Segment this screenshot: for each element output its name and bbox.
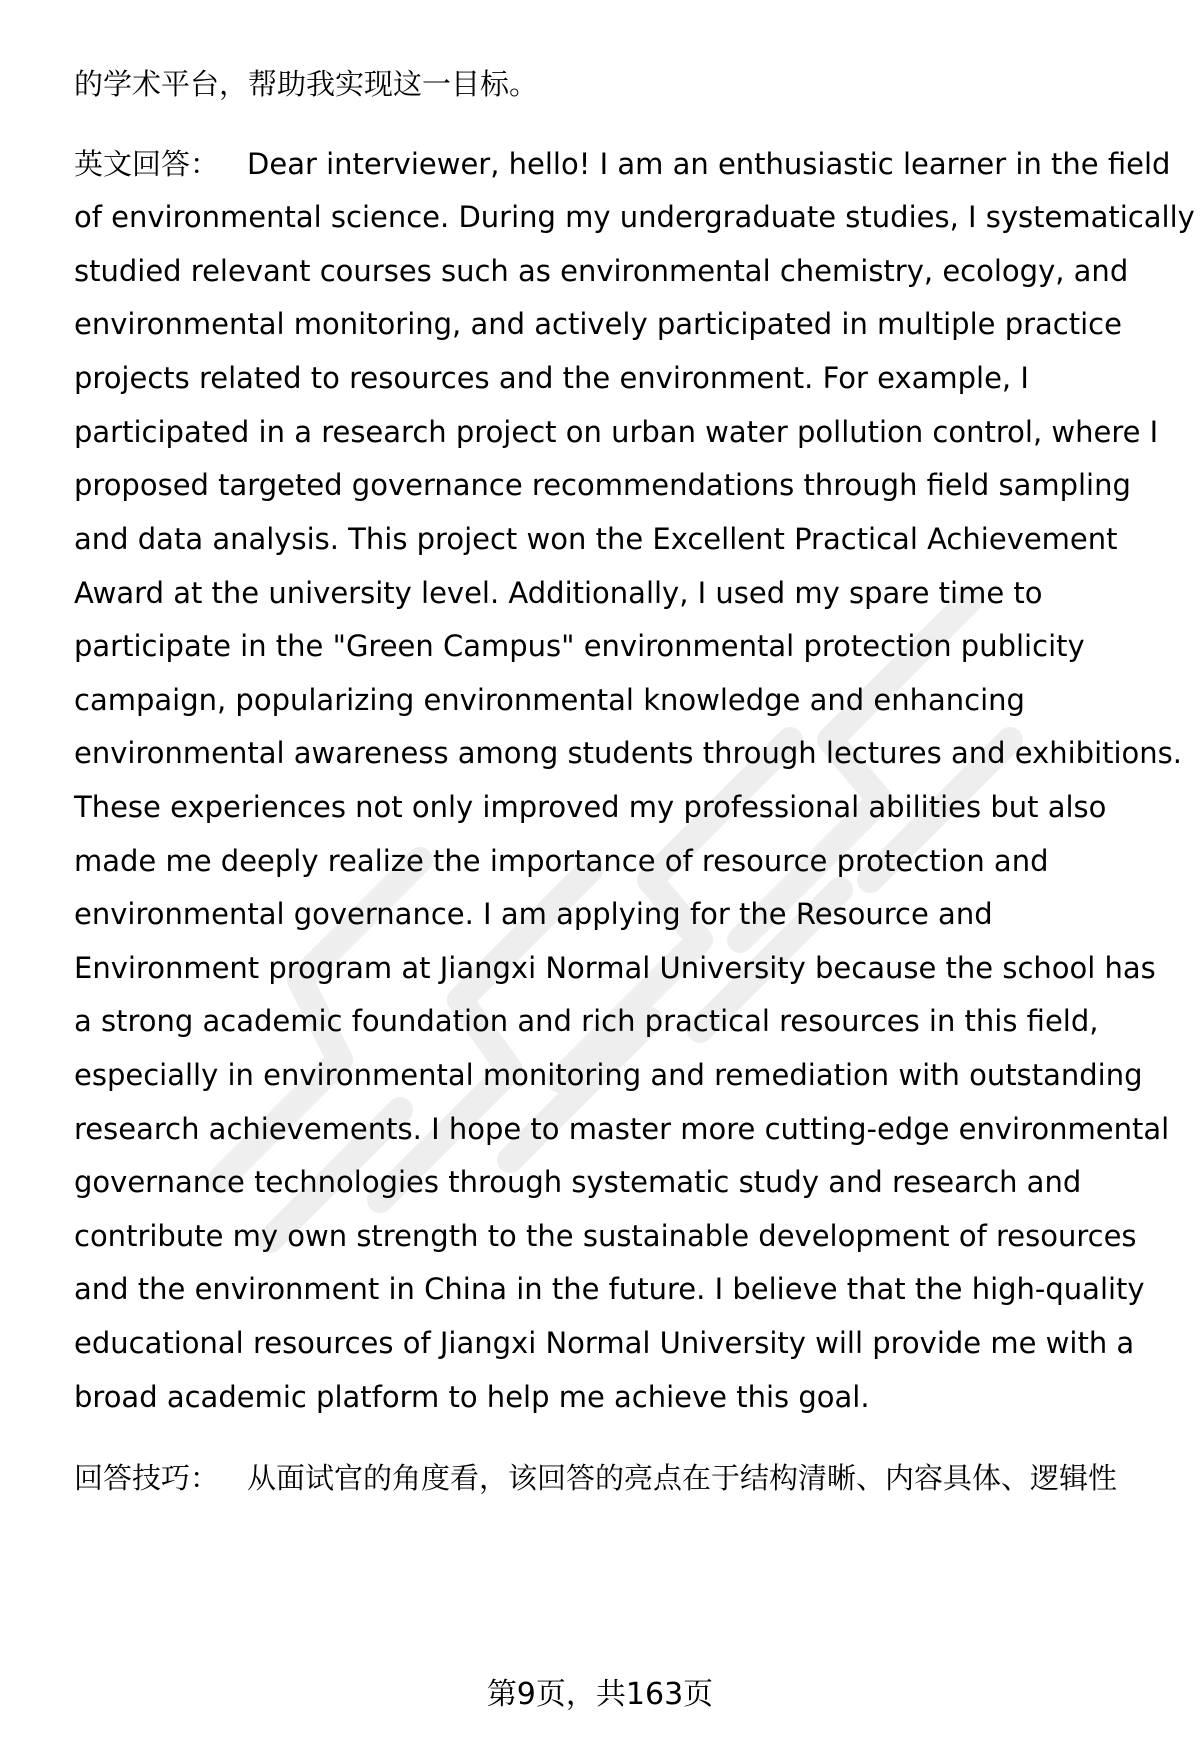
english-answer-first-line <box>74 144 1170 184</box>
answer-line: research achievements. I hope to master more cutting-edge environmental <box>74 1112 1170 1146</box>
answer-line: environmental governance. I am applying for the Resource and <box>74 897 993 931</box>
english-answer-label: 英文回答： <box>74 147 220 181</box>
answer-line: campaign, popularizing environmental knowledge and enhancing <box>74 683 1025 717</box>
answer-tips-label: 回答技巧： <box>74 1461 220 1495</box>
answer-line: Environment program at Jiangxi Normal University because the school has <box>74 951 1156 985</box>
answer-line: environmental monitoring, and actively participated in multiple practice <box>74 307 1122 341</box>
answer-line: Award at the university level. Additionally, I used my spare time to <box>74 576 1043 610</box>
answer-line: of environmental science. During my undergraduate studies, I systematically <box>74 200 1195 234</box>
answer-line: and data analysis. This project won the Excellent Practical Achievement <box>74 522 1118 556</box>
answer-line: participate in the "Green Campus" environmental protection publicity <box>74 629 1085 663</box>
answer-line: These experiences not only improved my professional abilities but also <box>74 790 1107 824</box>
answer-line: proposed targeted governance recommendations through field sampling <box>74 468 1131 502</box>
answer-line: Dear interviewer, hello! I am an enthusiastic learner in the field <box>247 147 1171 181</box>
answer-line: environmental awareness among students through lectures and exhibitions. <box>74 736 1183 770</box>
answer-tips-text: 从面试官的角度看，该回答的亮点在于结构清晰、内容具体、逻辑性 <box>247 1461 1118 1495</box>
answer-line: studied relevant courses such as environmental chemistry, ecology, and <box>74 254 1129 288</box>
answer-line: participated in a research project on urban water pollution control, where I <box>74 415 1159 449</box>
answer-line: educational resources of Jiangxi Normal University will provide me with a <box>74 1326 1135 1360</box>
answer-line: made me deeply realize the importance of resource protection and <box>74 844 1049 878</box>
answer-line: projects related to resources and the environment. For example, I <box>74 361 1029 395</box>
intro-tail-line: 的学术平台，帮助我实现这一目标。 <box>74 67 539 101</box>
answer-line: a strong academic foundation and rich practical resources in this field, <box>74 1004 1099 1038</box>
answer-line: broad academic platform to help me achieve this goal. <box>74 1380 870 1414</box>
answer-line: especially in environmental monitoring and remediation with outstanding <box>74 1058 1143 1092</box>
answer-tips-line <box>74 1458 1117 1498</box>
answer-line: contribute my own strength to the sustainable development of resources <box>74 1219 1137 1253</box>
answer-line: governance technologies through systematic study and research and <box>74 1165 1082 1199</box>
page-number-footer: 第9页，共163页 <box>486 1677 714 1712</box>
answer-line: and the environment in China in the future. I believe that the high-quality <box>74 1272 1145 1306</box>
